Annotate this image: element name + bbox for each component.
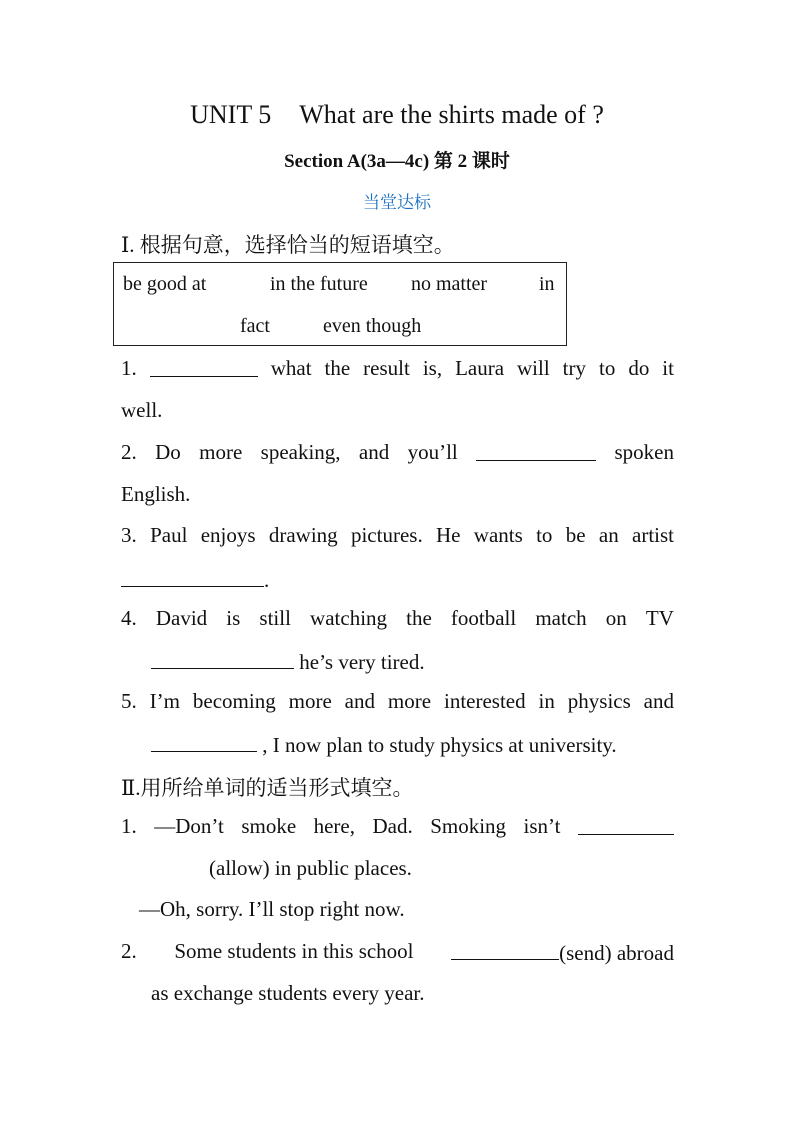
question-3-line2	[121, 566, 269, 593]
word: it	[662, 356, 674, 380]
part1-heading: Ⅰ. 根据句意，选择恰当的短语填空。	[121, 233, 455, 257]
question-number: 1.	[121, 814, 137, 838]
word: still	[259, 606, 291, 630]
question-5-text: I’m becoming more and more interested in physics and	[149, 689, 674, 713]
section-subtitle: Section A(3a—4c) 第 2 课时	[284, 151, 510, 172]
question-1-line1	[121, 356, 674, 381]
part2-question-1-line1	[121, 814, 674, 839]
question-5-line1	[121, 689, 674, 714]
word: on	[605, 606, 627, 630]
question-5-line2	[151, 731, 617, 758]
question-1-line2: well.	[121, 398, 163, 422]
word-option: in the future	[270, 273, 368, 295]
hint-text: (send) abroad	[559, 941, 674, 965]
word: to	[598, 356, 616, 380]
word: Do	[155, 440, 181, 464]
word: do	[628, 356, 650, 380]
answer-blank[interactable]	[150, 356, 258, 377]
word: result	[363, 356, 410, 380]
question-4-line1	[121, 606, 674, 631]
question-5-end: , I now plan to study physics at university.	[262, 733, 617, 757]
word: Dad.	[372, 814, 413, 838]
word-option: in	[539, 273, 555, 295]
question-number: 2.	[121, 440, 137, 464]
blank-with-hint	[451, 939, 674, 966]
question-4-end: he’s very tired.	[299, 650, 425, 674]
word: watching	[310, 606, 388, 630]
unit-question: What are the shirts made of ?	[299, 100, 604, 129]
word: speaking,	[260, 440, 341, 464]
word: is	[226, 606, 241, 630]
answer-blank[interactable]	[121, 566, 264, 587]
word-option: fact	[240, 315, 270, 337]
word-option: no matter	[411, 273, 488, 295]
practice-tag: 当堂达标	[363, 193, 431, 213]
question-number: 2.	[121, 939, 137, 963]
question-number: 3.	[121, 523, 137, 547]
word: the	[324, 356, 351, 380]
answer-blank[interactable]	[451, 939, 559, 960]
word: David	[155, 606, 208, 630]
word: match	[535, 606, 587, 630]
word-option: be good at	[123, 273, 207, 295]
word: smoke	[241, 814, 297, 838]
question-2-line2: English.	[121, 482, 191, 506]
question-3-line1	[121, 523, 674, 548]
word: here,	[313, 814, 355, 838]
part2-question-1-line3: —Oh, sorry. I’ll stop right now.	[139, 897, 405, 921]
answer-blank[interactable]	[151, 648, 294, 669]
word: you’ll	[407, 440, 458, 464]
word: Laura	[455, 356, 505, 380]
unit-label: UNIT 5	[190, 100, 272, 129]
question-text: Some students in this school	[174, 939, 414, 963]
page-title	[0, 100, 794, 130]
word-box	[113, 262, 567, 346]
question-number: 1.	[121, 356, 137, 380]
word: TV	[645, 606, 674, 630]
question-3-text: Paul enjoys drawing pictures. He wants to be an artist	[150, 523, 674, 547]
word: the	[406, 606, 432, 630]
question-3-end: .	[264, 568, 270, 592]
word: what	[270, 356, 312, 380]
word-option: even though	[323, 315, 422, 337]
word: and	[358, 440, 390, 464]
question-4-line2	[151, 648, 425, 675]
word: is,	[422, 356, 443, 380]
question-number: 4.	[121, 606, 137, 630]
answer-blank[interactable]	[578, 814, 674, 835]
word: more	[199, 440, 243, 464]
answer-blank[interactable]	[151, 731, 257, 752]
word: isn’t	[523, 814, 561, 838]
question-2-line1	[121, 440, 674, 465]
part2-question-2-line2: as exchange students every year.	[151, 981, 425, 1005]
part2-heading: Ⅱ.用所给单词的适当形式填空。	[121, 776, 414, 800]
word: try	[562, 356, 586, 380]
part2-question-2-line1	[121, 939, 674, 966]
answer-blank[interactable]	[476, 440, 596, 461]
word: football	[450, 606, 517, 630]
part2-question-1-line2: (allow) in public places.	[209, 856, 412, 880]
word: spoken	[614, 440, 674, 464]
word: will	[517, 356, 550, 380]
question-number: 5.	[121, 689, 137, 713]
word: —Don’t	[154, 814, 224, 838]
word: Smoking	[430, 814, 507, 838]
